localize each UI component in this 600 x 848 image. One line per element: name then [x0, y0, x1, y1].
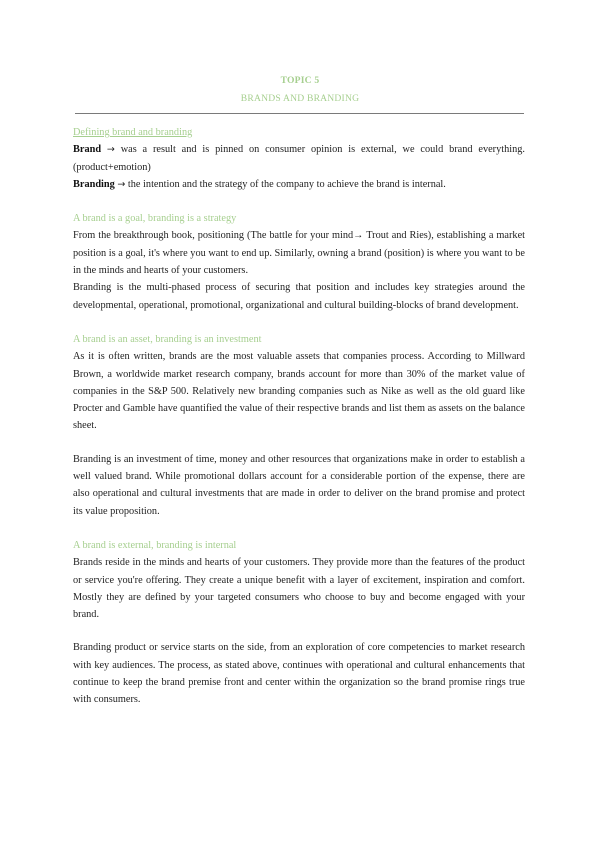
branding-definition — [73, 176, 525, 193]
branding-definition-text: the intention and the strategy of the company to achieve the brand is internal. — [127, 178, 446, 190]
asset-paragraph-1: As it is often written, brands are the most valuable assets that companies process. According to Millward Brown, a worldwide market research company, brands account for more than 30% of the market value of companies in the S&P 500. Relatively new branding companies such as Nike as well as the old guard like Procter and Gamble have quantified the value of their respective brands and list them as assets on the balance sheet. — [73, 351, 525, 432]
topic-title: BRANDS AND BRANDING — [240, 93, 360, 104]
brand-definition — [73, 141, 525, 176]
goal-paragraph-2: Branding is the multi-phased process of securing that position and includes key strategies around the developmental, operational, promotional, organizational and cultural building-blocks of brand development. — [73, 282, 525, 311]
section-heading-goal: A brand is a goal, branding is a strategy — [73, 213, 237, 225]
section-heading-external: A brand is external, branding is internal — [73, 539, 237, 551]
section-heading-definition[interactable]: Defining brand and branding — [73, 127, 193, 138]
section-heading-asset: A brand is an asset, branding is an investment — [73, 333, 262, 345]
document-body — [73, 124, 525, 709]
goal-paragraph-1: From the breakthrough book, positioning (The battle for your mind→ Trout and Ries), establishing a market position is a goal, it's where you want to end up. Similarly, owning a brand (position) is where you want to be in the minds and hearts of your customers. — [73, 230, 525, 277]
brand-definition-text: was a result and is pinned on consumer opinion is external, we could brand everything. (product+emotion) — [73, 144, 525, 173]
brand-term: Brand — [73, 144, 102, 156]
external-paragraph-2: Branding product or service starts on the side, from an exploration of core competencies to market research with key audiences. The process, as stated above, continues with operational and cultural enhancements that continue to keep the brand premise front and center within the organization so the brand promise rings true with consumers. — [73, 642, 525, 706]
external-paragraph-1: Brands reside in the minds and hearts of your customers. They provide more than the features of the product or service you're offering. They create a unique benefit with a layer of excitement, inspiration and comfort. Mostly they are defined by your targeted consumers who choose to buy and become engaged with your brand. — [73, 557, 525, 621]
arrow-icon: → — [106, 144, 115, 156]
title-divider — [75, 113, 524, 114]
arrow-icon: → — [117, 178, 126, 190]
branding-term: Branding — [73, 178, 115, 190]
topic-number: TOPIC 5 — [280, 75, 320, 86]
asset-paragraph-2: Branding is an investment of time, money and other resources that organizations make in order to establish a well valued brand. While promotional dollars account for a considerable portion of the expense, there are also operational and cultural investments that are made in order to deliver on the brand promise and protect its value proposition. — [73, 453, 525, 517]
